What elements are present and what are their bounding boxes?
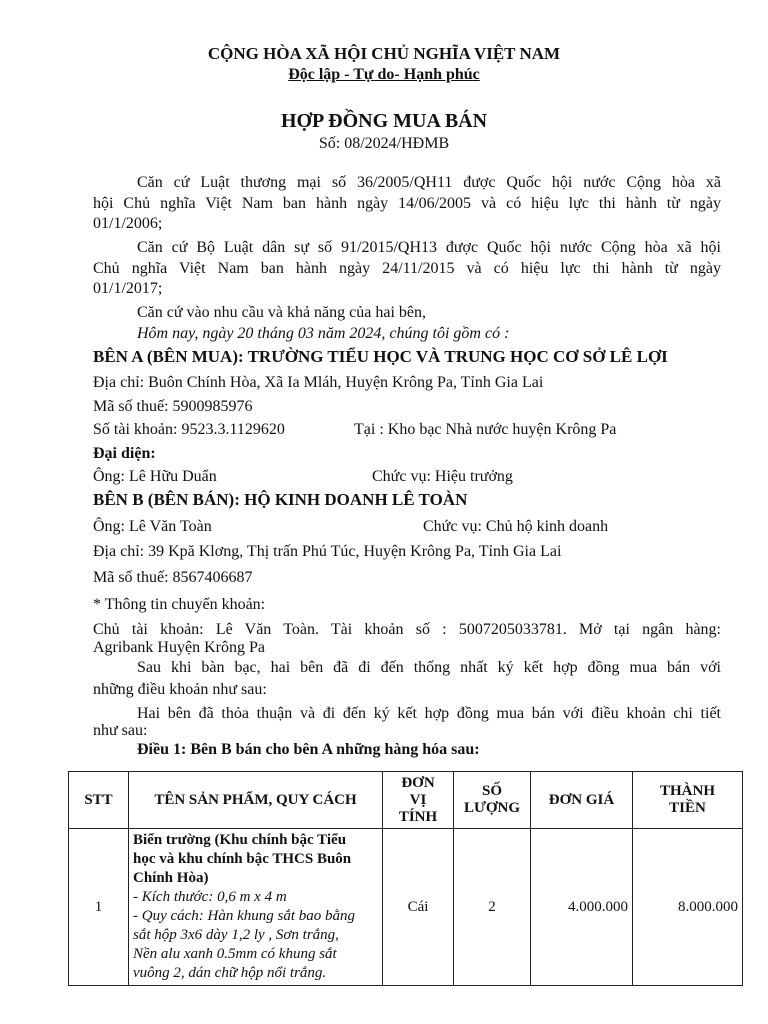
party-a-bank: Tại : Kho bạc Nhà nước huyện Krông Pa [354, 421, 617, 438]
party-b-rep-name: Ông: Lê Văn Toàn [93, 518, 212, 535]
goods-table [68, 771, 743, 986]
row-price: 4.000.000 [531, 829, 633, 986]
header-name: TÊN SẢN PHẨM, QUY CÁCH [129, 772, 383, 829]
contract-title: HỢP ĐỒNG MUA BÁN [280, 110, 488, 132]
article-1-heading: Điều 1: Bên B bán cho bên A những hàng hóa sau: [137, 741, 480, 758]
agreement-1-line-2: những điều khoản như sau: [93, 681, 267, 698]
product-name-l3: Chính Hòa) [133, 870, 209, 886]
product-name-l2: học và khu chính bậc THCS Buôn [133, 851, 352, 867]
agreement-2-line-1: Hai bên đã thỏa thuận và đi đến ký kết hợp đồng mua bán với điều khoản chi tiết [137, 705, 721, 722]
header-price: ĐƠN GIÁ [531, 772, 633, 829]
header-unit-l3: TÍNH [398, 808, 438, 825]
transfer-line-1: Chủ tài khoản: Lê Văn Toàn. Tài khoản số : 5007205033781. Mở tại ngân hàng: [93, 621, 721, 638]
party-b-rep-title: Chức vụ: Chủ hộ kinh doanh [423, 518, 609, 535]
preamble-1-line-2: hội Chủ nghĩa Việt Nam ban hành ngày 14/06/2005 và có hiệu lực thi hành từ ngày [93, 195, 721, 212]
product-spec-l3: sắt hộp 3x6 dày 1,2 ly , Sơn trắng, [133, 927, 339, 943]
party-a-account-row [93, 419, 721, 441]
party-a-heading: BÊN A (BÊN MUA): TRƯỜNG TIỂU HỌC VÀ TRUNG HỌC CƠ SỞ LÊ LỢI [93, 347, 668, 366]
party-a-rep-label: Đại diện: [93, 445, 156, 462]
preamble-1-line-3: 01/1/2006; [93, 215, 163, 232]
product-name-l1: Biển trường (Khu chính bậc Tiểu [133, 832, 347, 848]
contract-number: Số: 08/2024/HĐMB [318, 135, 450, 152]
row-stt: 1 [69, 829, 129, 986]
header-unit [383, 772, 454, 829]
nation-header: CỘNG HÒA XÃ HỘI CHỦ NGHĨA VIỆT NAM [207, 44, 561, 63]
header-qty-l2: LƯỢNG [463, 800, 521, 816]
product-spec-l4: Nền alu xanh 0.5mm có khung sắt [133, 946, 337, 962]
party-b-address: Địa chỉ: 39 Kpă Klơng, Thị trấn Phú Túc, Huyện Krông Pa, Tỉnh Gia Lai [93, 543, 562, 560]
row-product [129, 829, 383, 986]
preamble-2-line-2: Chủ nghĩa Việt Nam ban hành ngày 24/11/2015 và có hiệu lực thi hành từ ngày [93, 260, 721, 277]
party-a-rep-title: Chức vụ: Hiệu trưởng [372, 468, 513, 485]
header-total-l2: TIỀN [669, 800, 706, 816]
row-qty: 2 [454, 829, 531, 986]
transfer-line-2: Agribank Huyện Krông Pa [93, 639, 265, 656]
table-header-row [69, 772, 743, 829]
header-qty-l1: SỐ [481, 783, 502, 799]
party-a-rep-row [93, 466, 721, 488]
party-b-rep-row [93, 516, 721, 538]
product-spec-l2: - Quy cách: Hàn khung sắt bao bằng [133, 908, 356, 924]
preamble-date: Hôm nay, ngày 20 tháng 03 năm 2024, chúng tôi gồm có : [137, 325, 510, 342]
agreement-2-line-2: như sau: [93, 722, 148, 739]
preamble-2-line-1: Căn cứ Bộ Luật dân sự số 91/2015/QH13 được Quốc hội nước Cộng hòa xã hội [137, 239, 721, 256]
agreement-1-line-1: Sau khi bàn bạc, hai bên đã đi đến thống nhất ký kết hợp đồng mua bán với [137, 659, 721, 676]
product-spec-l5: vuông 2, dán chữ hộp nổi trắng. [133, 965, 327, 981]
table-row [69, 829, 743, 986]
header-total-l1: THÀNH [659, 783, 715, 799]
row-unit: Cái [383, 829, 454, 986]
header-unit-l1: ĐƠN [401, 774, 435, 791]
header-stt: STT [69, 772, 129, 829]
preamble-2-line-3: 01/1/2017; [93, 280, 163, 297]
motto: Độc lập - Tự do- Hạnh phúc [288, 66, 480, 83]
party-b-tax: Mã số thuế: 8567406687 [93, 569, 253, 586]
party-a-tax: Mã số thuế: 5900985976 [93, 398, 253, 415]
party-a-rep-name: Ông: Lê Hữu Duẩn [93, 468, 217, 485]
header-qty [454, 772, 531, 829]
transfer-label: * Thông tin chuyển khoản: [93, 596, 266, 613]
row-total: 8.000.000 [633, 829, 743, 986]
header-total [633, 772, 743, 829]
header-unit-l2: VỊ [409, 791, 427, 808]
party-a-account: Số tài khoản: 9523.3.1129620 [93, 421, 285, 438]
party-b-heading: BÊN B (BÊN BÁN): HỘ KINH DOANH LÊ TOÀN [93, 490, 468, 509]
product-spec-l1: - Kích thước: 0,6 m x 4 m [133, 889, 287, 905]
preamble-3: Căn cứ vào nhu cầu và khả năng của hai bên, [137, 304, 427, 321]
party-a-address: Địa chỉ: Buôn Chính Hòa, Xã Ia Mláh, Huyện Krông Pa, Tỉnh Gia Lai [93, 374, 544, 391]
preamble-1-line-1: Căn cứ Luật thương mại số 36/2005/QH11 được Quốc hội nước Cộng hòa xã [137, 174, 721, 191]
